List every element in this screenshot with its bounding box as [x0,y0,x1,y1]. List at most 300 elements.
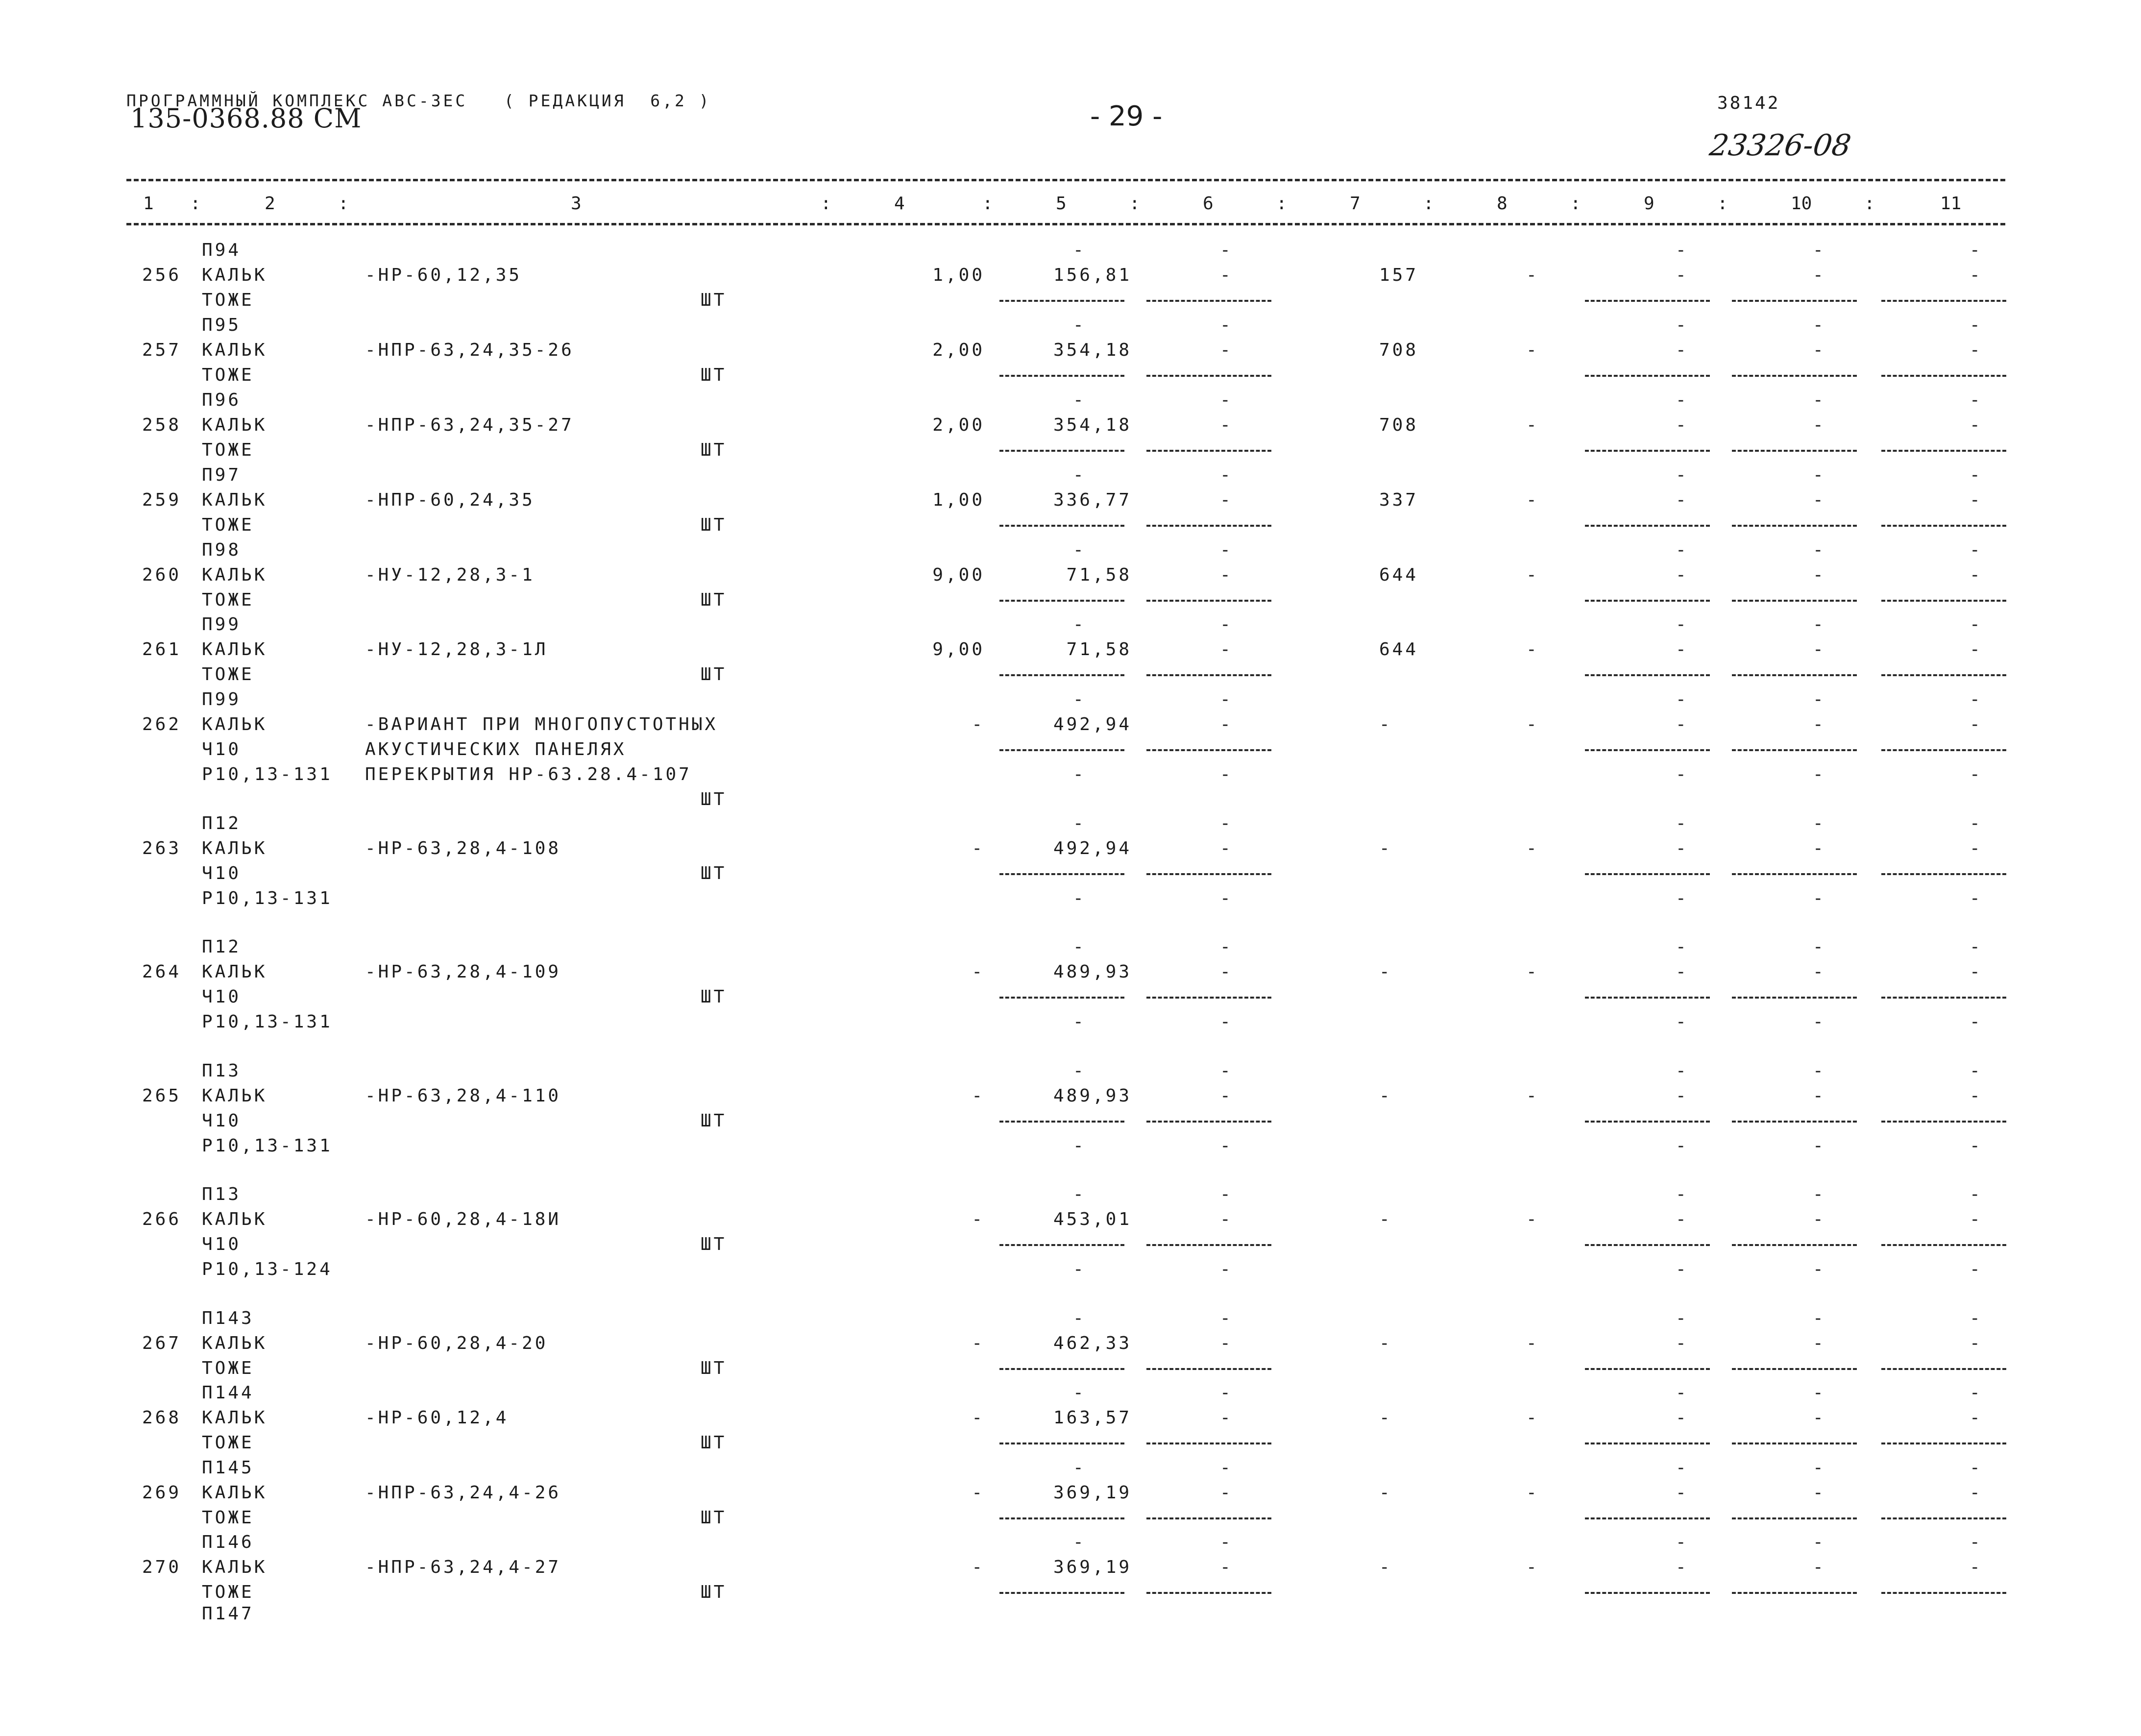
dash-mark: - [1220,838,1233,858]
row-quantity: - [972,1408,985,1428]
row-unit: ШТ [701,863,727,883]
row-price: 156,81 [1053,265,1132,285]
row-prefix-code: П95 [202,315,242,335]
dash-mark: - [1676,340,1689,360]
row-col8: - [1526,565,1539,585]
row-subcode: Ч10 [202,739,242,759]
row-description: -НПР-63,24,35-26 [365,340,574,360]
row-total: - [1379,1086,1392,1106]
cell-rule [1732,1443,1857,1444]
row-description: -НР-60,12,4 [365,1408,509,1428]
cell-rule [1585,1121,1710,1123]
dash-mark: - [1970,540,1983,560]
dash-mark: - [1676,888,1689,908]
row-quantity: - [972,1209,985,1229]
row-description: -НР-63,28,4-108 [365,838,561,858]
dash-mark: - [1220,614,1233,635]
row-description: -НР-63,28,4-110 [365,1086,561,1106]
row-prefix-code: П145 [202,1458,254,1478]
row-total: 337 [1379,490,1419,510]
cell-rule [1585,375,1710,377]
row-total: - [1379,962,1392,982]
row-type: КАЛЬК [202,1333,268,1353]
dash-mark: - [1220,1012,1233,1032]
row-subcode-2: Р10,13-131 [202,1136,333,1156]
col-sep: : [1864,194,1875,214]
row-number: 257 [142,340,182,360]
col-4-header: 4 [894,194,905,214]
table-top-rule [126,179,2005,181]
dash-mark: - [1676,639,1689,660]
handwritten-number: 23326-08 [1707,128,1853,163]
row-price: 71,58 [1066,565,1132,585]
row-prefix-code: П12 [202,813,242,833]
dash-mark: - [1220,1061,1233,1081]
cell-rule [999,674,1124,676]
row-quantity: 9,00 [932,565,985,585]
row-number: 260 [142,565,182,585]
dash-mark: - [1220,1136,1233,1156]
dash-mark: - [1676,1012,1689,1032]
row-quantity: 1,00 [932,265,985,285]
row-prefix-code: П99 [202,614,242,635]
dash-mark: - [1970,639,1983,660]
dash-mark: - [1220,540,1233,560]
dash-mark: - [1220,888,1233,908]
row-number: 256 [142,265,182,285]
dash-mark: - [1813,838,1826,858]
dash-mark: - [1970,764,1983,784]
dash-mark: - [1970,962,1983,982]
row-subcode: ТОЖЕ [202,1358,254,1378]
row-price: 336,77 [1053,490,1132,510]
cell-rule [1585,300,1710,302]
row-total: 644 [1379,639,1419,660]
cell-rule [1732,674,1857,676]
cell-rule [1732,375,1857,377]
dash-mark: - [1073,1061,1086,1081]
dash-mark: - [1220,240,1233,260]
dash-mark: - [1676,1184,1689,1204]
cell-rule [999,375,1124,377]
row-total: 708 [1379,415,1419,435]
row-subcode: ТОЖЕ [202,1433,254,1453]
dash-mark: - [1220,1308,1233,1328]
row-price: 453,01 [1053,1209,1132,1229]
row-prefix-code: П96 [202,390,242,410]
dash-mark: - [1970,1532,1983,1552]
dash-mark: - [1220,1408,1233,1428]
dash-mark: - [1813,1259,1826,1279]
cell-rule [1732,450,1857,452]
row-unit: ШТ [701,1582,727,1602]
dash-mark: - [1220,415,1233,435]
dash-mark: - [1813,1209,1826,1229]
dash-mark: - [1073,465,1086,485]
dash-mark: - [1220,1557,1233,1577]
col-10-header: 10 [1791,194,1812,214]
dash-mark: - [1676,265,1689,285]
dash-mark: - [1676,1408,1689,1428]
row-prefix-code: П97 [202,465,242,485]
dash-mark: - [1220,1532,1233,1552]
row-total: - [1379,1408,1392,1428]
dash-mark: - [1813,240,1826,260]
dash-mark: - [1813,1483,1826,1503]
row-price: 369,19 [1053,1483,1132,1503]
cell-rule [999,600,1124,602]
row-unit: ШТ [701,365,727,385]
program-title: ПРОГРАММНЫЙ КОМПЛЕКС АВС-ЗЕС ( РЕДАКЦИЯ 6,2 ) [126,91,711,110]
row-col8: - [1526,838,1539,858]
row-prefix-code: П146 [202,1532,254,1552]
row-unit: ШТ [701,1433,727,1453]
dash-mark: - [1220,689,1233,709]
col-sep: : [338,194,349,214]
col-9-header: 9 [1644,194,1654,214]
row-type: КАЛЬК [202,340,268,360]
cell-rule [1146,1592,1271,1594]
row-subcode-2: Р10,13-131 [202,1012,333,1032]
dash-mark: - [1676,764,1689,784]
row-quantity: - [972,1333,985,1353]
dash-mark: - [1073,937,1086,957]
dash-mark: - [1970,1012,1983,1032]
dash-mark: - [1813,1557,1826,1577]
cell-rule [1146,1244,1271,1246]
row-description: -ВАРИАНТ ПРИ МНОГОПУСТОТНЫХ [365,714,718,734]
row-number: 259 [142,490,182,510]
dash-mark: - [1073,390,1086,410]
dash-mark: - [1813,1012,1826,1032]
cell-rule [999,873,1124,875]
table-header-rule [126,223,2005,225]
dash-mark: - [1970,1086,1983,1106]
cell-rule [999,997,1124,999]
dash-mark: - [1676,1086,1689,1106]
dash-mark: - [1676,714,1689,734]
dash-mark: - [1220,490,1233,510]
dash-mark: - [1073,614,1086,635]
cell-rule [999,1443,1124,1444]
dash-mark: - [1676,1061,1689,1081]
dash-mark: - [1220,265,1233,285]
row-total: - [1379,1557,1392,1577]
dash-mark: - [1676,390,1689,410]
col-1-header: 1 [143,194,154,214]
row-unit: ШТ [701,664,727,685]
col-sep: : [821,194,831,214]
dash-mark: - [1813,962,1826,982]
cell-rule [1881,749,2006,751]
col-7-header: 7 [1350,194,1361,214]
cell-rule [1585,674,1710,676]
dash-mark: - [1970,614,1983,635]
dash-mark: - [1220,1333,1233,1353]
dash-mark: - [1970,937,1983,957]
row-type: КАЛЬК [202,1086,268,1106]
dash-mark: - [1220,1483,1233,1503]
dash-mark: - [1970,465,1983,485]
cell-rule [1732,525,1857,527]
row-col8: - [1526,340,1539,360]
col-sep: : [1276,194,1287,214]
dash-mark: - [1813,415,1826,435]
dash-mark: - [1970,1458,1983,1478]
col-11-header: 11 [1940,194,1962,214]
dash-mark: - [1073,1532,1086,1552]
row-subcode: Ч10 [202,1111,242,1131]
dash-mark: - [1813,1408,1826,1428]
dash-mark: - [1676,1557,1689,1577]
dash-mark: - [1073,1259,1086,1279]
cell-rule [999,1592,1124,1594]
dash-mark: - [1970,565,1983,585]
row-quantity: - [972,714,985,734]
dash-mark: - [1073,1012,1086,1032]
dash-mark: - [1220,1383,1233,1403]
dash-mark: - [1073,689,1086,709]
row-subcode: ТОЖЕ [202,1508,254,1528]
row-number: 258 [142,415,182,435]
dash-mark: - [1970,689,1983,709]
row-prefix-code: П13 [202,1061,242,1081]
row-subcode: ТОЖЕ [202,365,254,385]
row-number: 266 [142,1209,182,1229]
cell-rule [1585,873,1710,875]
col-sep: : [1570,194,1581,214]
cell-rule [1881,600,2006,602]
row-description: -НПР-60,24,35 [365,490,535,510]
dash-mark: - [1073,888,1086,908]
row-unit: ШТ [701,1508,727,1528]
row-col8: - [1526,1209,1539,1229]
dash-mark: - [1813,813,1826,833]
row-type: КАЛЬК [202,714,268,734]
dash-mark: - [1970,240,1983,260]
row-description: -НР-60,12,35 [365,265,522,285]
cell-rule [1585,1592,1710,1594]
dash-mark: - [1220,639,1233,660]
dash-mark: - [1813,315,1826,335]
cell-rule [1585,1517,1710,1519]
dash-mark: - [1676,689,1689,709]
dash-mark: - [1676,1483,1689,1503]
dash-mark: - [1970,714,1983,734]
dash-mark: - [1676,962,1689,982]
dash-mark: - [1813,1333,1826,1353]
dash-mark: - [1676,465,1689,485]
dash-mark: - [1813,1308,1826,1328]
cell-rule [1585,450,1710,452]
row-description-line3: ПЕРЕКРЫТИЯ НР-63.28.4-107 [365,764,692,784]
col-5-header: 5 [1056,194,1067,214]
col-8-header: 8 [1497,194,1508,214]
col-6-header: 6 [1203,194,1214,214]
row-total: - [1379,1333,1392,1353]
cell-rule [1146,1121,1271,1123]
row-subcode: Ч10 [202,987,242,1007]
col-sep: : [1717,194,1728,214]
cell-rule [1732,997,1857,999]
row-prefix-code: П99 [202,689,242,709]
dash-mark: - [1676,240,1689,260]
dash-mark: - [1970,1136,1983,1156]
dash-mark: - [1220,962,1233,982]
row-subcode: ТОЖЕ [202,440,254,460]
row-number: 264 [142,962,182,982]
dash-mark: - [1813,1136,1826,1156]
cell-rule [999,300,1124,302]
dash-mark: - [1813,1086,1826,1106]
dash-mark: - [1220,937,1233,957]
row-quantity: - [972,1086,985,1106]
row-quantity: - [972,838,985,858]
dash-mark: - [1813,1532,1826,1552]
dash-mark: - [1970,315,1983,335]
row-description: -НПР-63,24,35-27 [365,415,574,435]
row-description: -НПР-63,24,4-26 [365,1483,561,1503]
dash-mark: - [1073,240,1086,260]
cell-rule [1146,1517,1271,1519]
row-total: - [1379,714,1392,734]
cell-rule [1881,1121,2006,1123]
dash-mark: - [1220,315,1233,335]
cell-rule [999,1121,1124,1123]
dash-mark: - [1220,1184,1233,1204]
cell-rule [1732,1517,1857,1519]
row-price: 462,33 [1053,1333,1132,1353]
row-subcode: ТОЖЕ [202,664,254,685]
dash-mark: - [1220,813,1233,833]
dash-mark: - [1073,1383,1086,1403]
dash-mark: - [1813,689,1826,709]
dash-mark: - [1073,1458,1086,1478]
dash-mark: - [1970,490,1983,510]
dash-mark: - [1676,1458,1689,1478]
row-description: -НУ-12,28,3-1Л [365,639,548,660]
dash-mark: - [1813,714,1826,734]
trailing-code: П147 [202,1604,254,1624]
cell-rule [1585,997,1710,999]
dash-mark: - [1813,937,1826,957]
dash-mark: - [1676,540,1689,560]
cell-rule [1146,525,1271,527]
dash-mark: - [1813,764,1826,784]
dash-mark: - [1970,1483,1983,1503]
dash-mark: - [1676,1333,1689,1353]
row-col8: - [1526,962,1539,982]
cell-rule [1881,450,2006,452]
cell-rule [1146,600,1271,602]
row-description: -НПР-63,24,4-27 [365,1557,561,1577]
cell-rule [1146,300,1271,302]
row-number: 265 [142,1086,182,1106]
cell-rule [1146,873,1271,875]
cell-rule [1585,1368,1710,1370]
row-number: 268 [142,1408,182,1428]
row-col8: - [1526,1333,1539,1353]
row-col8: - [1526,714,1539,734]
dash-mark: - [1970,1061,1983,1081]
row-total: - [1379,1209,1392,1229]
row-prefix-code: П12 [202,937,242,957]
row-type: КАЛЬК [202,565,268,585]
row-type: КАЛЬК [202,838,268,858]
row-type: КАЛЬК [202,962,268,982]
dash-mark: - [1073,1308,1086,1328]
row-quantity: - [972,1483,985,1503]
cell-rule [999,1244,1124,1246]
row-price: 489,93 [1053,1086,1132,1106]
cell-rule [1881,1368,2006,1370]
row-subcode: ТОЖЕ [202,515,254,535]
row-total: - [1379,1483,1392,1503]
row-description: -НР-60,28,4-18И [365,1209,561,1229]
dash-mark: - [1220,390,1233,410]
row-col8: - [1526,490,1539,510]
row-subcode-2: Р10,13-131 [202,888,333,908]
row-number: 267 [142,1333,182,1353]
cell-rule [1881,1517,2006,1519]
row-prefix-code: П98 [202,540,242,560]
dash-mark: - [1220,1259,1233,1279]
cell-rule [1881,1592,2006,1594]
row-number: 270 [142,1557,182,1577]
dash-mark: - [1676,813,1689,833]
row-col8: - [1526,1086,1539,1106]
row-type: КАЛЬК [202,265,268,285]
row-price: 354,18 [1053,340,1132,360]
cell-rule [1732,749,1857,751]
row-quantity: 9,00 [932,639,985,660]
row-subcode-2: Р10,13-131 [202,764,333,784]
row-price: 492,94 [1053,838,1132,858]
dash-mark: - [1676,1308,1689,1328]
dash-mark: - [1970,1333,1983,1353]
row-total: - [1379,838,1392,858]
row-col8: - [1526,639,1539,660]
dash-mark: - [1676,565,1689,585]
dash-mark: - [1073,1184,1086,1204]
cell-rule [1732,600,1857,602]
dash-mark: - [1813,639,1826,660]
row-unit: ШТ [701,1111,727,1131]
dash-mark: - [1970,1184,1983,1204]
cell-rule [1732,300,1857,302]
dash-mark: - [1220,340,1233,360]
row-unit: ШТ [701,789,727,809]
row-subcode: Ч10 [202,1234,242,1254]
dash-mark: - [1970,415,1983,435]
page-number: - 29 - [1090,100,1163,132]
cell-rule [1146,375,1271,377]
dash-mark: - [1073,1136,1086,1156]
row-type: КАЛЬК [202,1483,268,1503]
cell-rule [1732,1368,1857,1370]
row-subcode: Ч10 [202,863,242,883]
row-type: КАЛЬК [202,415,268,435]
document-code: 135-0368.88 СМ [130,103,362,134]
cell-rule [1881,997,2006,999]
cell-rule [1585,1244,1710,1246]
row-col8: - [1526,1557,1539,1577]
col-sep: : [1129,194,1140,214]
row-subcode: ТОЖЕ [202,590,254,610]
right-code: 38142 [1717,93,1780,113]
dash-mark: - [1970,340,1983,360]
row-type: КАЛЬК [202,1557,268,1577]
